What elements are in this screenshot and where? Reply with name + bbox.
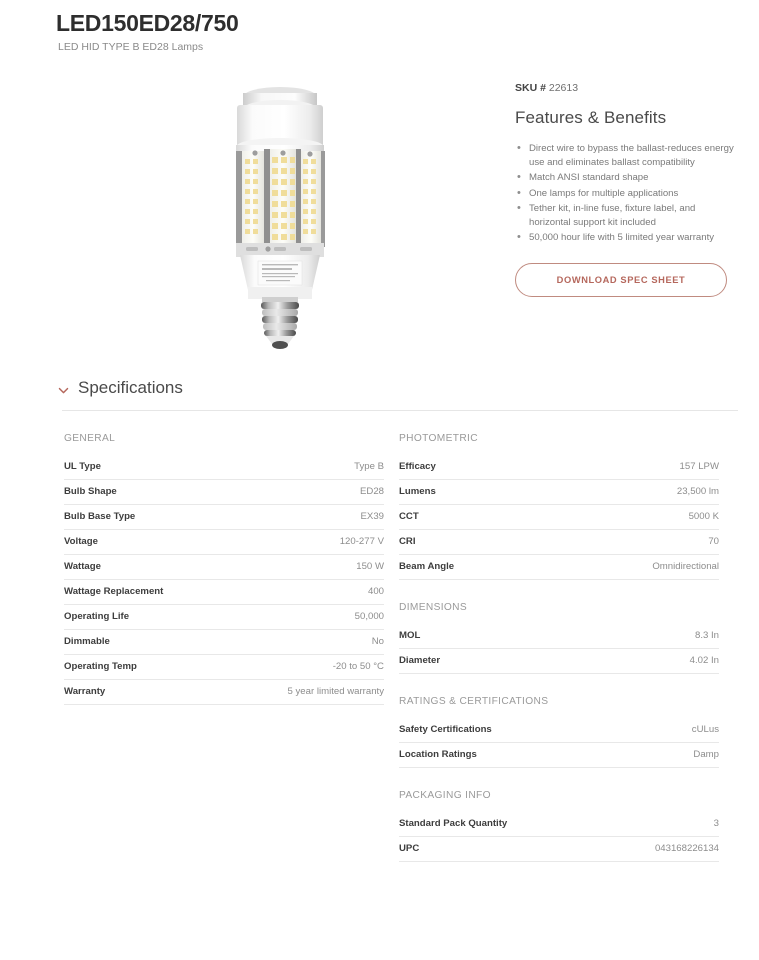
spec-value: 120-277 V xyxy=(339,536,384,547)
table-row xyxy=(399,649,719,674)
spec-label: Dimmable xyxy=(64,636,110,647)
spec-value: 5 year limited warranty xyxy=(287,686,384,697)
list-item: • Tether kit, in-line fuse, fixture label, and horizontal support kit included xyxy=(515,202,737,230)
group-title: RATINGS & CERTIFICATIONS xyxy=(399,696,549,707)
spec-value: 50,000 xyxy=(354,611,384,622)
features-heading: Features & Benefits xyxy=(515,108,667,127)
spec-label: Location Ratings xyxy=(399,749,477,760)
table-row xyxy=(399,743,719,768)
section-divider xyxy=(62,410,738,411)
group-title: PHOTOMETRIC xyxy=(399,433,478,444)
list-item: • One lamps for multiple applications xyxy=(515,187,737,201)
spec-value: 5000 K xyxy=(688,511,719,522)
spec-value: cULus xyxy=(691,724,719,735)
spec-label: Wattage xyxy=(64,561,101,572)
table-row xyxy=(399,555,719,580)
table-row xyxy=(64,580,384,605)
specifications-column-left xyxy=(64,433,384,705)
table-row xyxy=(399,837,719,862)
spec-group-photometric xyxy=(399,433,719,580)
specifications-toggle[interactable] xyxy=(58,378,183,398)
table-row xyxy=(399,530,719,555)
spec-value: Damp xyxy=(693,749,719,760)
spec-group-ratings-certifications xyxy=(399,696,719,768)
spec-value: ED28 xyxy=(360,486,384,497)
sku-value: 22613 xyxy=(548,82,579,94)
table-row xyxy=(399,812,719,837)
spec-label: Lumens xyxy=(399,486,436,497)
group-title: DIMENSIONS xyxy=(399,602,468,613)
group-title: PACKAGING INFO xyxy=(399,790,491,801)
table-row xyxy=(399,624,719,649)
specifications-column-right xyxy=(399,433,719,862)
page-title: LED150ED28/750 xyxy=(56,10,239,36)
spec-label: Efficacy xyxy=(399,461,436,472)
spec-value: -20 to 50 °C xyxy=(332,661,384,672)
list-item: • Direct wire to bypass the ballast-reduces energy use and eliminates ballast compatibility xyxy=(515,142,737,170)
spec-value: Omnidirectional xyxy=(652,561,719,572)
sku-label: SKU # xyxy=(515,82,546,94)
table-row xyxy=(64,680,384,705)
table-row xyxy=(64,605,384,630)
table-row xyxy=(399,718,719,743)
spec-value: 3 xyxy=(713,818,719,829)
spec-value: 043168226134 xyxy=(654,843,719,854)
download-spec-sheet-button[interactable]: DOWNLOAD SPEC SHEET xyxy=(515,263,727,297)
table-row xyxy=(64,480,384,505)
spec-group-dimensions xyxy=(399,602,719,674)
spec-value: 8.3 In xyxy=(694,630,719,641)
table-row xyxy=(64,530,384,555)
spec-value: 400 xyxy=(367,586,384,597)
chevron-down-icon xyxy=(58,383,69,394)
spec-value: Type B xyxy=(354,461,384,472)
specifications-title: Specifications xyxy=(78,378,183,397)
spec-value: 4.02 In xyxy=(689,655,719,666)
spec-label: Diameter xyxy=(399,655,441,666)
spec-label: CRI xyxy=(399,536,416,547)
spec-label: CCT xyxy=(399,511,419,522)
spec-value: No xyxy=(371,636,384,647)
table-row xyxy=(64,505,384,530)
list-item: • 50,000 hour life with 5 limited year warranty xyxy=(515,231,737,245)
table-row xyxy=(64,455,384,480)
spec-group-general xyxy=(64,433,384,705)
table-row xyxy=(399,455,719,480)
product-subtitle: LED HID TYPE B ED28 Lamps xyxy=(58,41,204,53)
spec-label: UL Type xyxy=(64,461,101,472)
table-row xyxy=(399,505,719,530)
table-row xyxy=(64,630,384,655)
spec-label: Bulb Base Type xyxy=(64,511,136,522)
spec-label: Operating Temp xyxy=(64,661,137,672)
spec-label: Standard Pack Quantity xyxy=(399,818,508,829)
spec-value: 150 W xyxy=(356,561,384,572)
spec-label: Warranty xyxy=(64,686,106,697)
sku-line xyxy=(515,82,737,94)
spec-value: EX39 xyxy=(360,511,384,522)
spec-value: 23,500 lm xyxy=(676,486,719,497)
list-item: • Match ANSI standard shape xyxy=(515,171,737,185)
spec-label: Voltage xyxy=(64,536,98,547)
group-title: GENERAL xyxy=(64,433,116,444)
spec-label: Operating Life xyxy=(64,611,130,622)
spec-label: Wattage Replacement xyxy=(64,586,164,597)
spec-label: Beam Angle xyxy=(399,561,455,572)
table-row xyxy=(64,555,384,580)
spec-label: UPC xyxy=(399,843,420,854)
spec-value: 157 LPW xyxy=(679,461,719,472)
spec-label: Bulb Shape xyxy=(64,486,117,497)
product-image xyxy=(200,75,360,350)
spec-value: 70 xyxy=(708,536,719,547)
spec-label: MOL xyxy=(399,630,421,641)
product-info-panel xyxy=(515,82,737,297)
spec-group-packaging-info xyxy=(399,790,719,862)
features-list xyxy=(515,142,737,245)
table-row xyxy=(399,480,719,505)
table-row xyxy=(64,655,384,680)
spec-label: Safety Certifications xyxy=(399,724,492,735)
